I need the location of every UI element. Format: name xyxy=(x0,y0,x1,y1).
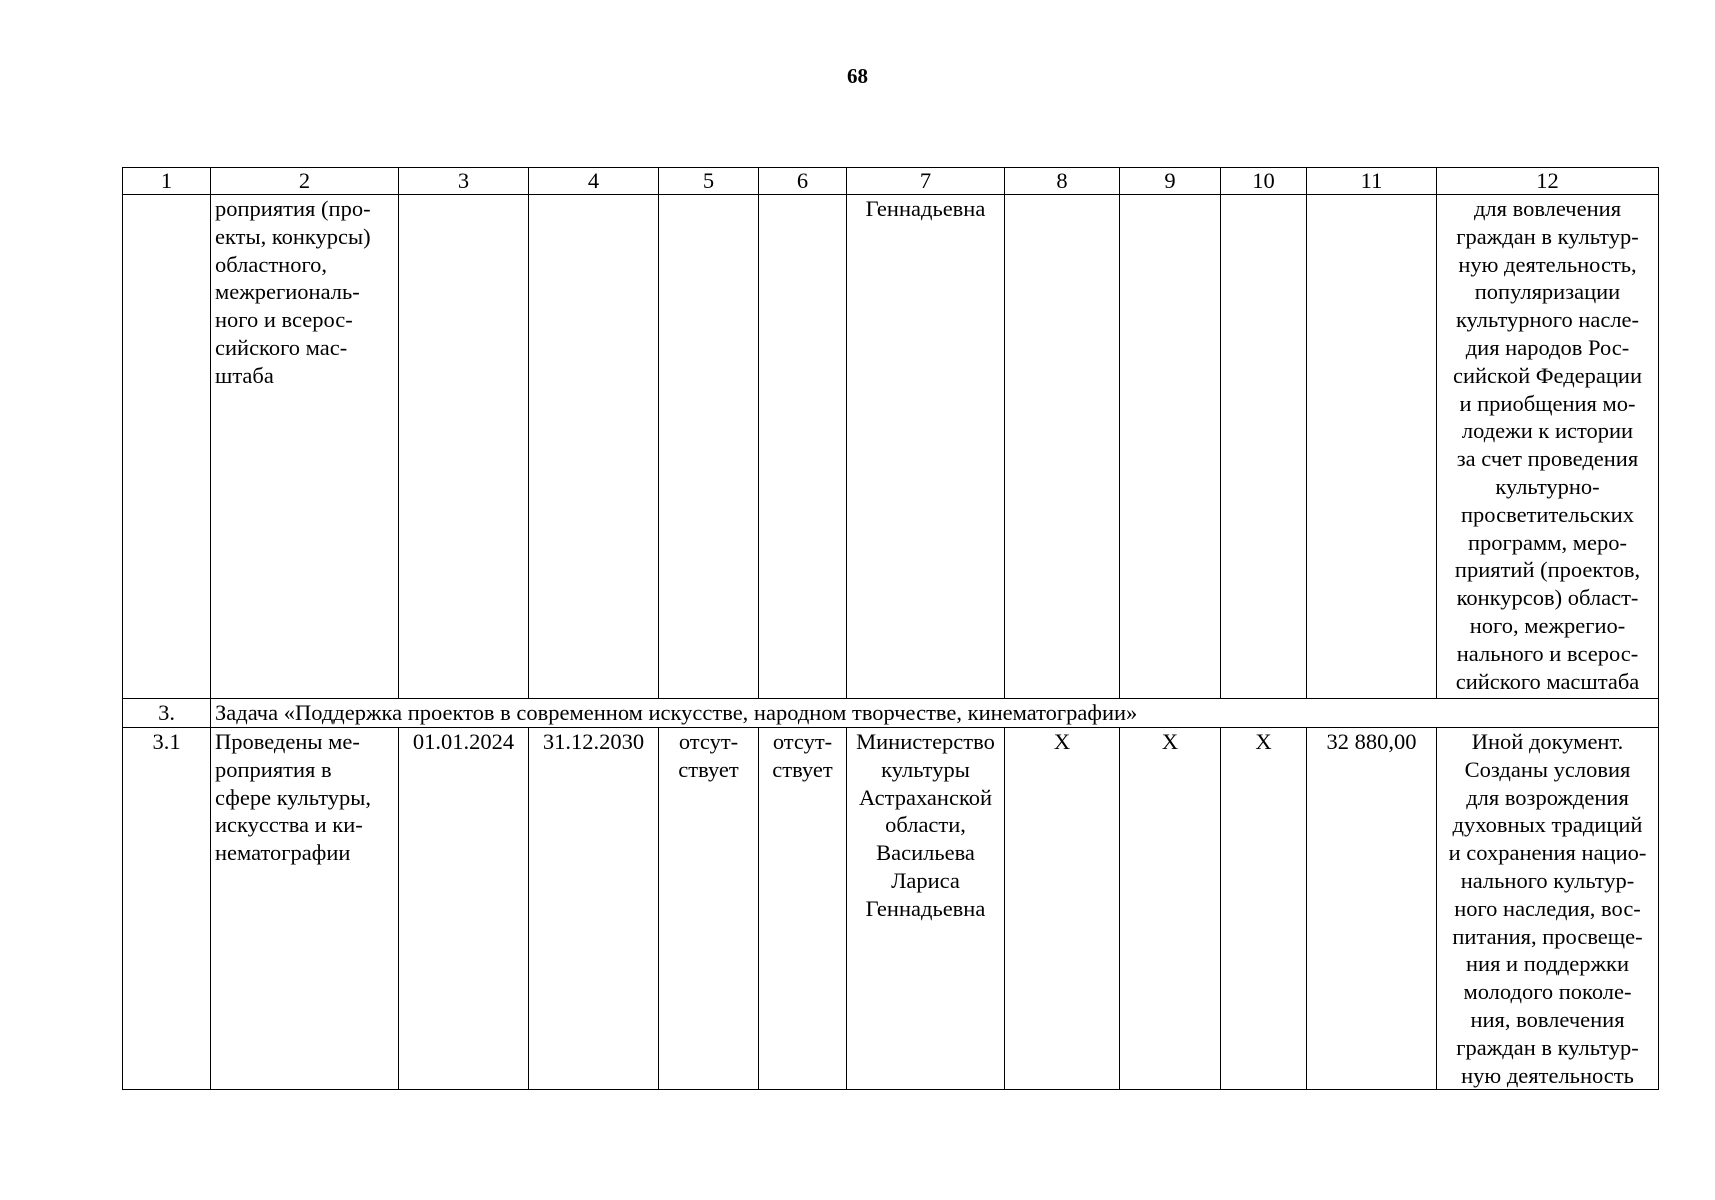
cell-col10 xyxy=(1221,195,1307,699)
cell-number: 3.1 xyxy=(123,728,211,1090)
page-number: 68 xyxy=(847,64,868,88)
cell-col8: X xyxy=(1005,728,1120,1090)
cell-col5: отсут- ствует xyxy=(659,728,759,1090)
task-title: Задача «Поддержка проектов в современном искусстве, народном творчестве, кинематографии» xyxy=(211,699,1659,728)
cell-event-name: Проведены ме- роприятия в сфере культуры, искусства и ки- нематографии xyxy=(211,728,399,1090)
task-number: 3. xyxy=(123,699,211,728)
table-row xyxy=(123,728,1659,1090)
column-number-header: 10 xyxy=(1221,168,1307,195)
cell-responsible: Министерство культуры Астраханской области, Васильева Лариса Геннадьевна xyxy=(847,728,1005,1090)
table-row xyxy=(123,195,1659,699)
cell-end-date: 31.12.2030 xyxy=(529,728,659,1090)
cell-col8 xyxy=(1005,195,1120,699)
column-number-header: 9 xyxy=(1120,168,1221,195)
column-number-header: 1 xyxy=(123,168,211,195)
column-number-row xyxy=(123,168,1659,195)
column-number-header: 4 xyxy=(529,168,659,195)
cell-amount: 32 880,00 xyxy=(1307,728,1437,1090)
column-number-header: 6 xyxy=(759,168,847,195)
column-number-header: 12 xyxy=(1437,168,1659,195)
cell-result: Иной документ. Созданы условия для возрождения духовных традиций и сохранения нацио- нального культур- ного наследия, вос- питания, просвеще- ния и поддержки молодого поколе- ния, вовлечения граждан в культур- ную деятельность xyxy=(1437,728,1659,1090)
cell-amount xyxy=(1307,195,1437,699)
cell-start-date: 01.01.2024 xyxy=(399,728,529,1090)
task-row xyxy=(123,699,1659,728)
column-number-header: 3 xyxy=(399,168,529,195)
cell-responsible: Геннадьевна xyxy=(847,195,1005,699)
column-number-header: 2 xyxy=(211,168,399,195)
cell-col9 xyxy=(1120,195,1221,699)
cell-result: для вовлечения граждан в культур- ную деятельность, популяризации культурного насле- дия народов Рос- сийской Федерации и приобщения мо- лодежи к истории за счет проведения культурно- просветительских программ, меро- приятий (проектов, конкурсов) област- ного, межрегио- нального и всерос- сийского масштаба xyxy=(1437,195,1659,699)
plan-table xyxy=(122,167,1659,1090)
cell-col10: X xyxy=(1221,728,1307,1090)
cell-col5 xyxy=(659,195,759,699)
column-number-header: 8 xyxy=(1005,168,1120,195)
cell-col6: отсут- ствует xyxy=(759,728,847,1090)
cell-start-date xyxy=(399,195,529,699)
cell-number xyxy=(123,195,211,699)
column-number-header: 11 xyxy=(1307,168,1437,195)
cell-col9: X xyxy=(1120,728,1221,1090)
column-number-header: 5 xyxy=(659,168,759,195)
cell-end-date xyxy=(529,195,659,699)
cell-event-name: роприятия (про- екты, конкурсы) областного, межрегиональ- ного и всерос- сийского мас- штаба xyxy=(211,195,399,699)
column-number-header: 7 xyxy=(847,168,1005,195)
cell-col6 xyxy=(759,195,847,699)
